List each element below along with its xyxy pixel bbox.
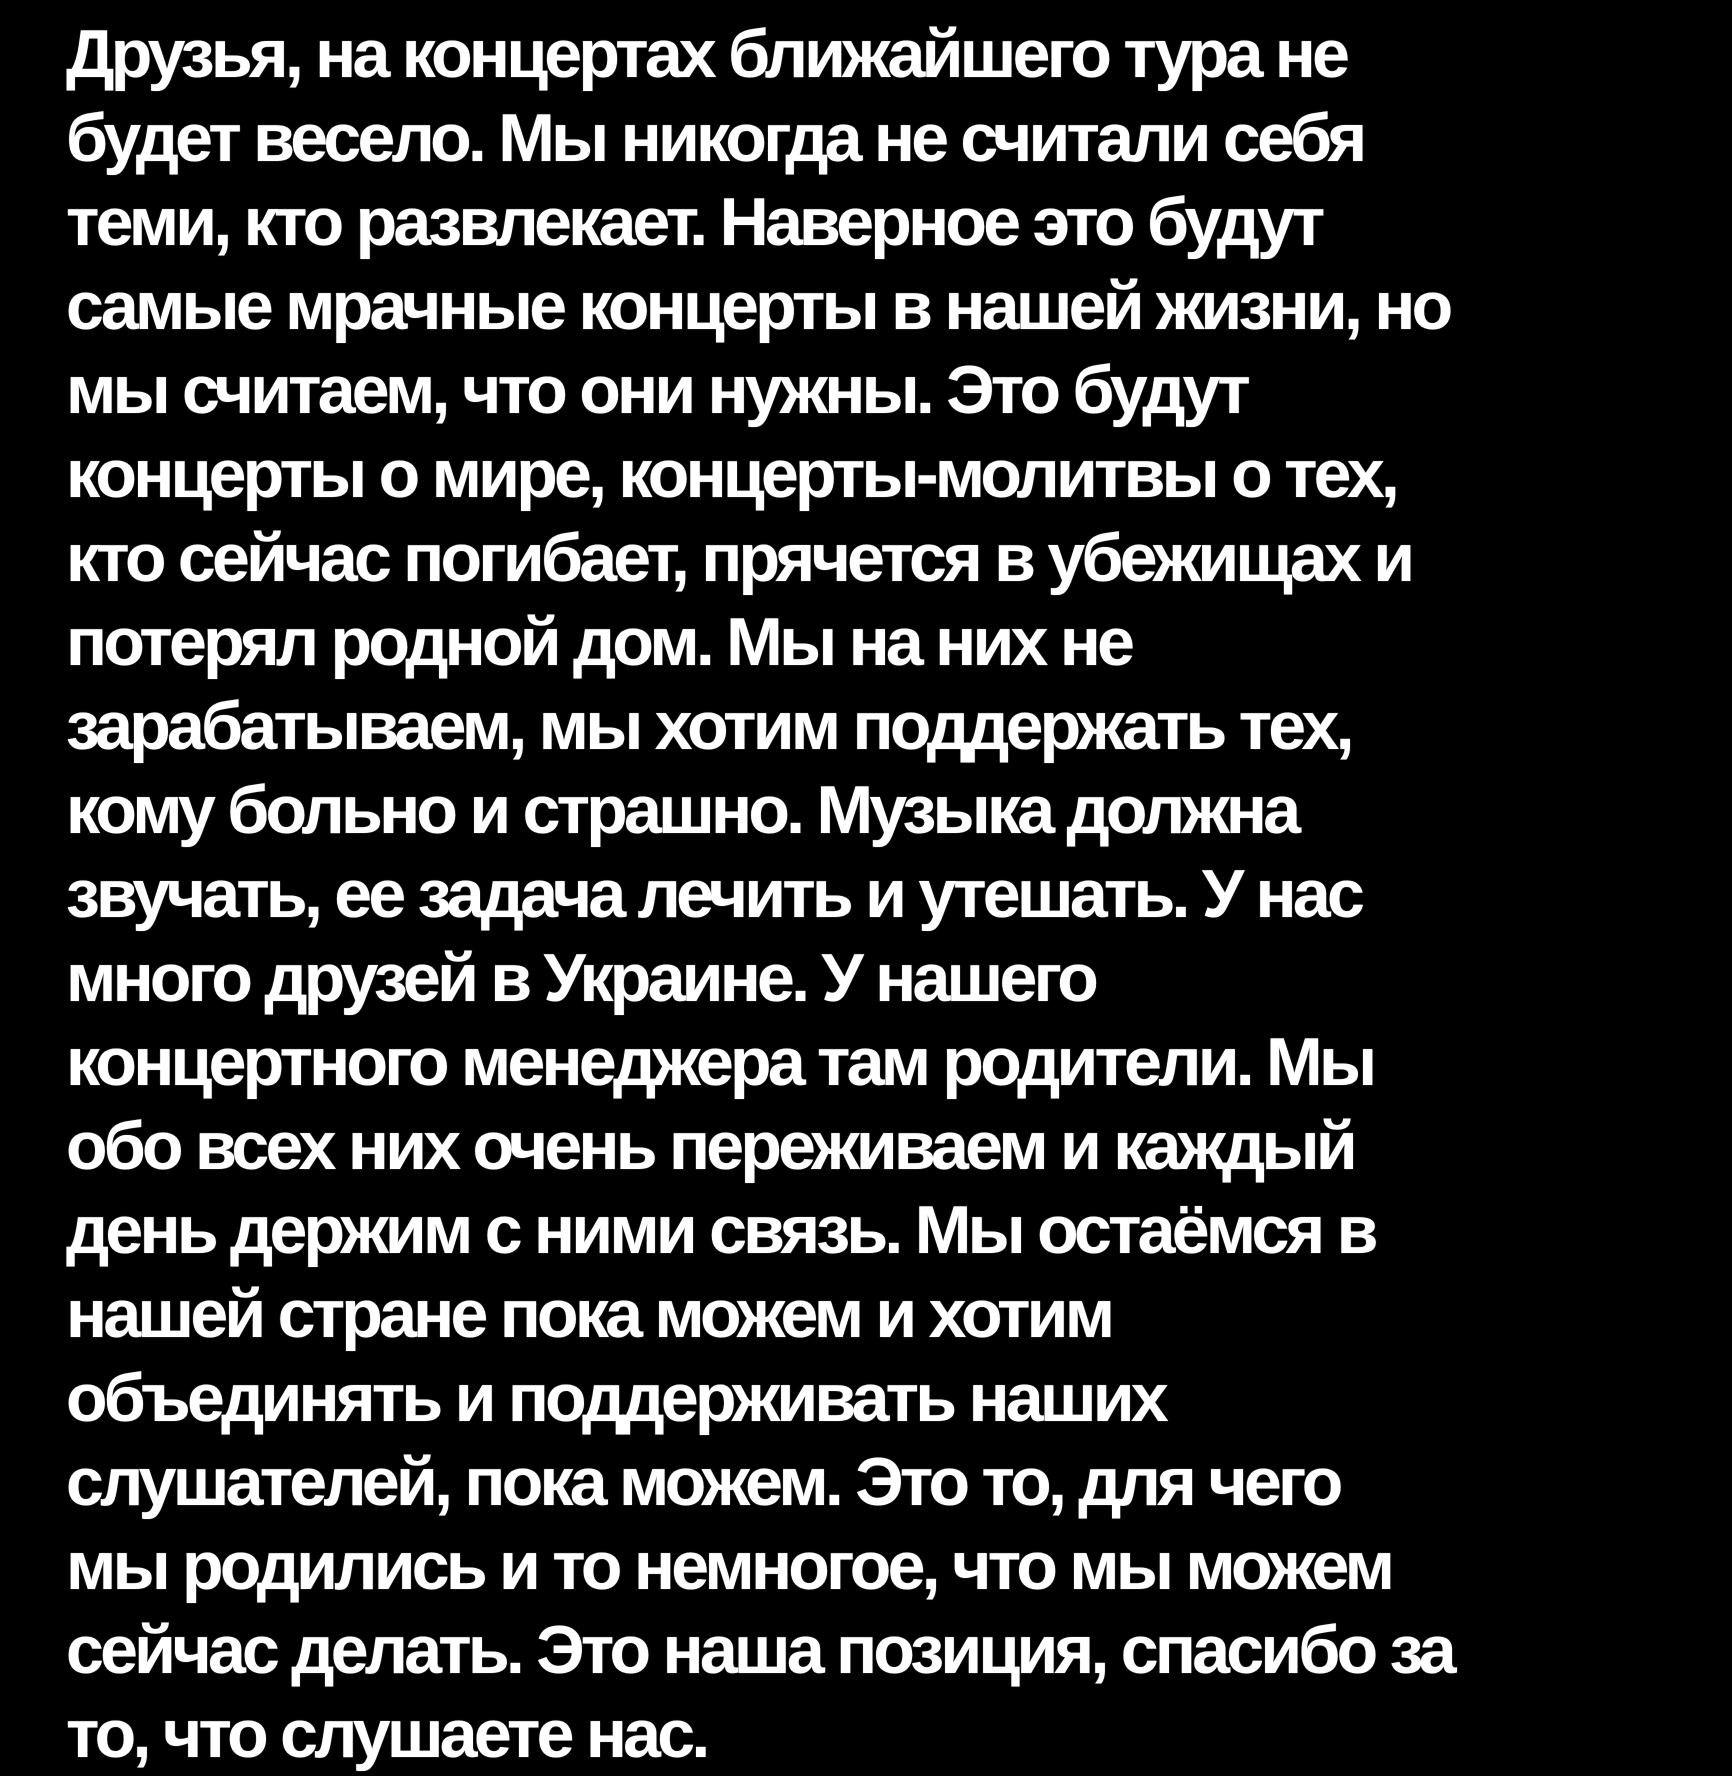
post-text-line: обо всех них очень переживаем и каждый [66,1108,1354,1184]
post-text-line: самые мрачные концерты в нашей жизни, но [66,268,1450,344]
post-text-line: мы считаем, что они нужны. Это будут [66,352,1247,428]
post-text-line: концерты о мире, концерты-молитвы о тех, [66,436,1397,512]
post-text-line: Друзья, на концертах ближайшего тура не [66,16,1347,92]
post-text-line: зарабатываем, мы хотим поддержать тех, [66,688,1351,764]
post-text-line: то, что слушаете нас. [66,1696,707,1772]
post-text-line: кто сейчас погибает, прячется в убежищах и [66,520,1412,596]
post-text-line: будет весело. Мы никогда не считали себя [66,100,1364,176]
post-text-line: звучать, ее задача лечить и утешать. У нас [66,856,1362,932]
post-text-line: кому больно и страшно. Музыка должна [66,772,1298,848]
post-text-line: концертного менеджера там родители. Мы [66,1024,1374,1100]
post-text-line: слушателей, пока можем. Это то, для чего [66,1444,1340,1520]
post-text-line: сейчас делать. Это наша позиция, спасибо за [66,1612,1453,1688]
post-text-line: мы родились и то немногое, что мы можем [66,1528,1392,1604]
post-text-line: потерял родной дом. Мы на них не [66,604,1132,680]
post-text-line: теми, кто развлекает. Наверное это будут [66,184,1322,260]
post-text-line: объединять и поддерживать наших [66,1360,1165,1436]
post-text-line: день держим с ними связь. Мы остаёмся в [66,1192,1375,1268]
post-text-line: много друзей в Украине. У нашего [66,940,1096,1016]
post-text-line: нашей стране пока можем и хотим [66,1276,1112,1352]
